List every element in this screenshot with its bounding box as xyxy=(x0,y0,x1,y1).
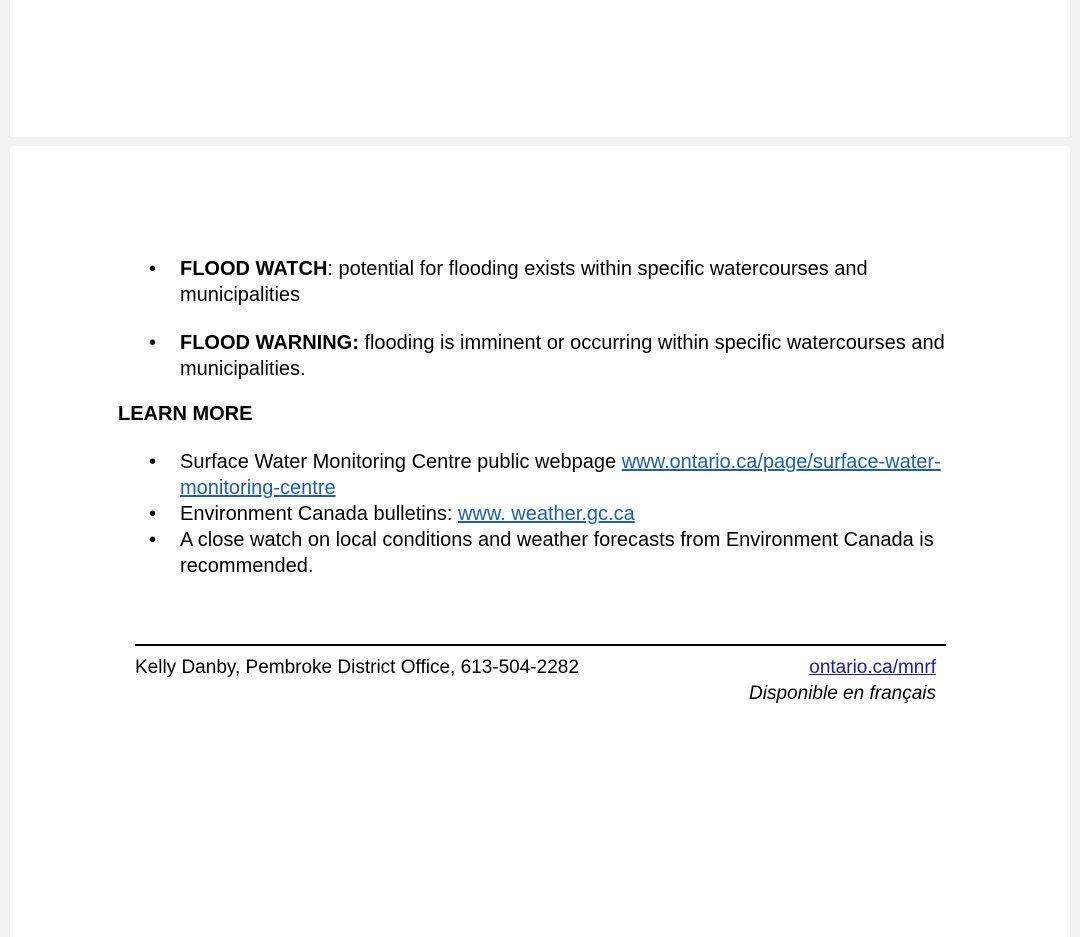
footer-right xyxy=(749,655,936,707)
alert-description: flooding is imminent or occurring within specific watercourses and municipalities. xyxy=(180,332,945,380)
list-item xyxy=(10,330,950,382)
bullet-icon: • xyxy=(149,258,157,280)
french-availability-note: Disponible en français xyxy=(749,683,936,704)
alert-term: FLOOD WATCH xyxy=(180,258,328,280)
alert-term: FLOOD WARNING: xyxy=(180,332,359,354)
learn-more-list xyxy=(10,449,1070,579)
footer-contact: Kelly Danby, Pembroke District Office, 613-504-2282 xyxy=(135,657,579,678)
bullet-icon: • xyxy=(149,451,157,473)
bullet-icon: • xyxy=(149,503,157,525)
surface-water-link[interactable]: www.ontario.ca/page/surface-water-monitoring-centre xyxy=(180,451,941,499)
ministry-website-link[interactable]: ontario.ca/mnrf xyxy=(809,657,936,678)
alert-description: : potential for flooding exists within specific watercourses and municipalities xyxy=(180,258,868,306)
list-item xyxy=(10,501,950,527)
list-item xyxy=(10,449,950,501)
list-item xyxy=(10,256,950,308)
section-heading: LEARN MORE xyxy=(118,403,253,425)
item-text: Surface Water Monitoring Centre public webpage xyxy=(180,451,622,473)
bullet-icon: • xyxy=(149,332,157,354)
footer-divider xyxy=(135,644,946,646)
item-text: Environment Canada bulletins: xyxy=(180,503,458,525)
weather-link[interactable]: www. weather.gc.ca xyxy=(457,503,635,525)
alert-definitions-list xyxy=(10,256,1070,382)
item-text: A close watch on local conditions and weather forecasts from Environment Canada is recommended. xyxy=(180,529,934,577)
bullet-icon: • xyxy=(149,529,157,551)
list-item xyxy=(10,527,950,579)
previous-page xyxy=(10,0,1070,137)
document-page xyxy=(10,146,1070,937)
